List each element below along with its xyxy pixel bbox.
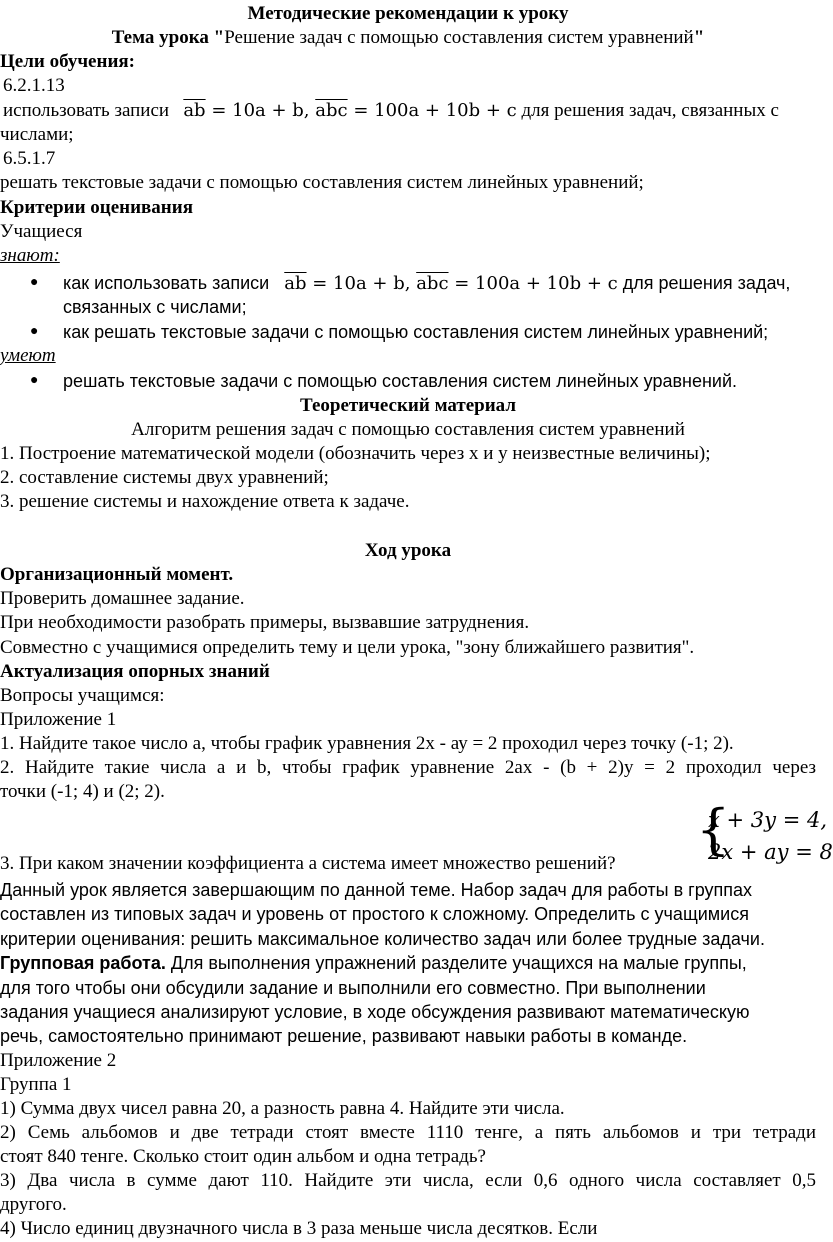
criteria-can-label: умеют	[0, 345, 56, 366]
criteria-can-1: решать текстовые задачи с помощью составления систем линейных уравнений.	[63, 371, 738, 391]
bullet-icon: ●	[30, 373, 39, 388]
theory-step-3: 3. решение системы и нахождение ответа к задаче.	[0, 491, 410, 512]
task-2-continuation: стоят 840 тенге. Сколько стоит один альбом и одна тетрадь?	[0, 1146, 486, 1167]
group-work-line-4: речь, самостоятельно принимают решение, развивают навыки работы в команде.	[0, 1026, 688, 1046]
goal-1-formula: $\overline{ab} = 10a + b$, $\overline{abc} = 100a + 10b + c$	[183, 100, 517, 121]
question-2-continuation: точки (-1; 4) и (2; 2).	[0, 781, 165, 802]
bullet-icon: ●	[30, 275, 39, 290]
goal-2: решать текстовые задачи с помощью составления систем линейных уравнений;	[0, 172, 644, 193]
paragraph-1-line-2: составлен из типовых задач и уровень от простого к сложному. Определить с учащимися	[0, 904, 749, 924]
goal-1-prefix: использовать записи	[3, 100, 170, 121]
group-work-heading: Групповая работа.	[0, 953, 166, 973]
task-1: 1) Сумма двух чисел равна 20, а разность равна 4. Найдите эти числа.	[0, 1098, 565, 1119]
task-2: 2) Семь альбомов и две тетради стоят вместе 1110 тенге, а пять альбомов и три тетради	[0, 1122, 816, 1143]
criteria-know-label: знают:	[0, 245, 60, 266]
appendix-1-label: Приложение 1	[0, 709, 117, 730]
theory-step-2: 2. составление системы двух уравнений;	[0, 467, 329, 488]
appendix-2-label: Приложение 2	[0, 1050, 117, 1071]
topic-close-quote: "	[693, 27, 705, 48]
theory-algorithm-title: Алгоритм решения задач с помощью составления систем уравнений	[131, 419, 685, 440]
goal-1-line	[3, 100, 779, 122]
group-work-line-2: для того чтобы они обсудили задание и выполнили его совместно. При выполнении	[0, 978, 706, 998]
group-work-line-3: задания учащиеся анализируют условие, в ходе обсуждения развивают математическую	[0, 1002, 750, 1022]
org-item-3: Совместно с учащимися определить тему и цели урока, "зону ближайшего развития".	[0, 637, 695, 658]
goal-1-suffix: для решения задач, связанных с	[516, 100, 779, 121]
theory-heading: Теоретический материал	[300, 395, 516, 416]
question-1: 1. Найдите такое число а, чтобы график уравнения 2х - ау = 2 проходил через точку (-1; 2).	[0, 733, 734, 754]
paragraph-1-line-1: Данный урок является завершающим по данной теме. Набор задач для работы в группах	[0, 880, 753, 900]
goal-code-2: 6.5.1.7	[3, 148, 56, 169]
page-title: Методические рекомендации к уроку	[247, 3, 569, 24]
goals-heading: Цели обучения:	[0, 51, 135, 72]
actualization-heading: Актуализация опорных знаний	[0, 661, 270, 682]
criteria-know-1-continuation: связанных с числами;	[63, 297, 247, 317]
paragraph-1-line-3: критерии оценивания: решить максимальное количество задач или более трудные задачи.	[0, 929, 765, 949]
topic-text: Решение задач с помощью составления систем уравнений	[224, 27, 694, 48]
topic-label: Тема урока "	[111, 27, 225, 48]
questions-label: Вопросы учащимся:	[0, 685, 165, 706]
criteria-know-1-formula: $\overline{ab} = 10a + b$, $\overline{abc} = 100a + 10b + c$	[284, 273, 618, 294]
system-equation-2: 2x + ay = 8	[708, 840, 833, 864]
question-3: 3. При каком значении коэффициента а система имеет множество решений?	[0, 853, 616, 874]
task-4: 4) Число единиц двузначного числа в 3 раза меньше числа десятков. Если	[0, 1218, 598, 1239]
criteria-know-1: как использовать записи $\overline{ab} = 10a + b$, $\overline{abc} = 100a + 10b + c$ для решения задач,	[63, 273, 791, 294]
org-item-2: При необходимости разобрать примеры, вызвавшие затруднения.	[0, 612, 530, 633]
goal-1-continuation: числами;	[0, 124, 74, 145]
lesson-heading: Ход урока	[364, 540, 452, 561]
org-item-1: Проверить домашнее задание.	[0, 588, 245, 609]
org-moment-heading: Организационный момент.	[0, 564, 234, 585]
system-brace-icon: {	[696, 798, 731, 861]
task-3: 3) Два числа в сумме дают 110. Найдите эти числа, если 0,6 одного числа составляет 0,5	[0, 1170, 816, 1191]
system-equation-1: x + 3y = 4,	[708, 808, 827, 832]
bullet-icon: ●	[30, 324, 39, 339]
criteria-heading: Критерии оценивания	[0, 197, 193, 218]
task-3-continuation: другого.	[0, 1194, 67, 1215]
group-work-line-1: Групповая работа. Для выполнения упражнений разделите учащихся на малые группы,	[0, 953, 747, 973]
criteria-know-2: как решать текстовые задачи с помощью составления систем линейных уравнений;	[63, 322, 769, 342]
question-2: 2. Найдите такие числа а и b, чтобы график уравнение 2ах - (b + 2)у = 2 проходил через	[0, 757, 816, 778]
goal-code-1: 6.2.1.13	[3, 75, 65, 96]
equation-system	[696, 798, 833, 868]
group-1-label: Группа 1	[0, 1074, 72, 1095]
lesson-topic	[0, 27, 816, 49]
criteria-students: Учащиеся	[0, 221, 83, 242]
theory-step-1: 1. Построение математической модели (обозначить через х и у неизвестные величины);	[0, 443, 711, 464]
